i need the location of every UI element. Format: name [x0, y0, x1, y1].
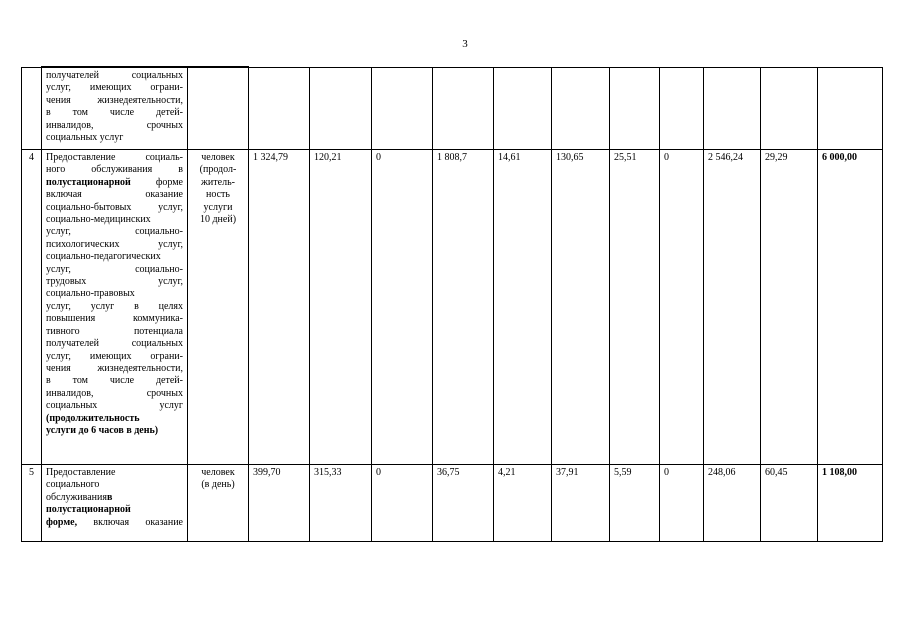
table-row: [22, 465, 883, 542]
service-name-line: повышения коммуника-: [46, 313, 183, 325]
cell-value: 130,65: [552, 150, 610, 465]
service-name-line: включая оказание: [46, 189, 183, 201]
cell-value: 0: [660, 150, 704, 465]
cell-value: 248,06: [704, 465, 761, 542]
cell-value: [372, 67, 433, 150]
service-name-line: Предоставление: [46, 467, 116, 478]
cell-num: [22, 67, 42, 150]
cell-value: 25,51: [610, 150, 660, 465]
service-name-line: получателей социальных: [46, 338, 183, 350]
cell-num: 5: [22, 465, 42, 542]
cell-unit: [188, 67, 249, 150]
service-name-fragment: форме,: [46, 516, 78, 528]
unit-line: услуги: [203, 201, 233, 213]
service-name-line: тивного потенциала: [46, 325, 183, 337]
cell-total: 6 000,00: [818, 150, 883, 465]
service-name-line: инвалидов, срочных: [46, 387, 183, 399]
page-number: 3: [462, 38, 468, 50]
cell-value: [704, 67, 761, 150]
unit-line: житель-: [201, 176, 235, 188]
service-name-line: ного обслуживания в: [46, 164, 183, 176]
unit-line: человек: [201, 467, 235, 478]
cell-value: 1 808,7: [433, 150, 494, 465]
service-name-line: чения жизнедеятельности,: [46, 94, 183, 106]
unit-line: (в день): [201, 479, 235, 491]
cell-value: [310, 67, 372, 150]
service-name-line: социально-медицинских: [46, 214, 151, 226]
service-name-line: получателей социальных: [46, 70, 183, 81]
unit-line: (продол-: [199, 164, 237, 176]
cell-value: 120,21: [310, 150, 372, 465]
cell-value: [610, 67, 660, 150]
service-name-line: [46, 177, 183, 189]
service-name-line: полустационарной: [46, 504, 131, 516]
service-name-line: инвалидов, срочных: [46, 119, 183, 131]
service-name-fragment: форме: [130, 176, 183, 188]
service-name-line: социально-правовых: [46, 288, 135, 300]
tariff-table: [21, 66, 883, 542]
service-name-line: в том числе детей-: [46, 375, 183, 387]
cell-value: 0: [372, 465, 433, 542]
service-name-line: [46, 517, 183, 529]
service-name-line: Предоставление социаль-: [46, 152, 183, 163]
cell-service-name: [42, 67, 188, 150]
cell-unit: [188, 150, 249, 465]
service-name-line: социальных услуг: [46, 400, 183, 412]
cell-service-name: [42, 150, 188, 465]
cell-value: 36,75: [433, 465, 494, 542]
cell-value: 0: [372, 150, 433, 465]
cell-value: [552, 67, 610, 150]
service-name-line: (продолжительность: [46, 412, 140, 424]
unit-line: ность: [206, 189, 230, 201]
cell-service-name: [42, 465, 188, 542]
service-name-fragment: обслуживания: [46, 491, 107, 503]
unit-line: человек: [201, 152, 235, 163]
service-name-line: услуги до 6 часов в день): [46, 424, 159, 436]
cell-value: [761, 67, 818, 150]
service-name-line: социально-бытовых услуг,: [46, 201, 183, 213]
cell-total: [818, 67, 883, 150]
cell-value: 5,59: [610, 465, 660, 542]
service-name-line: социальных услуг: [46, 132, 124, 144]
cell-value: 0: [660, 465, 704, 542]
cell-value: 29,29: [761, 150, 818, 465]
cell-value: [249, 67, 310, 150]
table-row: [22, 150, 883, 465]
service-name-fragment: включая оказание: [77, 516, 183, 528]
service-name-line: услуг, имеющих ограни-: [46, 82, 183, 94]
cell-value: 60,45: [761, 465, 818, 542]
cell-value: 37,91: [552, 465, 610, 542]
cell-value: 1 324,79: [249, 150, 310, 465]
service-name-line: трудовых услуг,: [46, 276, 183, 288]
service-name-fragment: полустационарной: [46, 176, 131, 188]
cell-value: 2 546,24: [704, 150, 761, 465]
unit-line: 10 дней): [199, 214, 237, 226]
service-name-line: психологических услуг,: [46, 238, 183, 250]
cell-value: [660, 67, 704, 150]
service-name-line: услуг, социально-: [46, 263, 183, 275]
service-name-line: [46, 492, 183, 504]
service-name-line: услуг, имеющих ограни-: [46, 350, 183, 362]
service-name-line: чения жизнедеятельности,: [46, 362, 183, 374]
cell-value: 14,61: [494, 150, 552, 465]
service-name-line: социально-педагогических: [46, 251, 161, 263]
service-name-line: в том числе детей-: [46, 107, 183, 119]
service-name-line: социального: [46, 479, 100, 491]
cell-value: 4,21: [494, 465, 552, 542]
cell-value: 399,70: [249, 465, 310, 542]
cell-num: 4: [22, 150, 42, 465]
cell-value: [433, 67, 494, 150]
service-name-line: услуг, услуг в целях: [46, 300, 183, 312]
cell-unit: [188, 465, 249, 542]
table-row-continuation: [22, 67, 883, 150]
cell-value: [494, 67, 552, 150]
service-name-fragment: в: [106, 491, 113, 503]
cell-value: 315,33: [310, 465, 372, 542]
service-name-line: услуг, социально-: [46, 226, 183, 238]
cell-total: 1 108,00: [818, 465, 883, 542]
